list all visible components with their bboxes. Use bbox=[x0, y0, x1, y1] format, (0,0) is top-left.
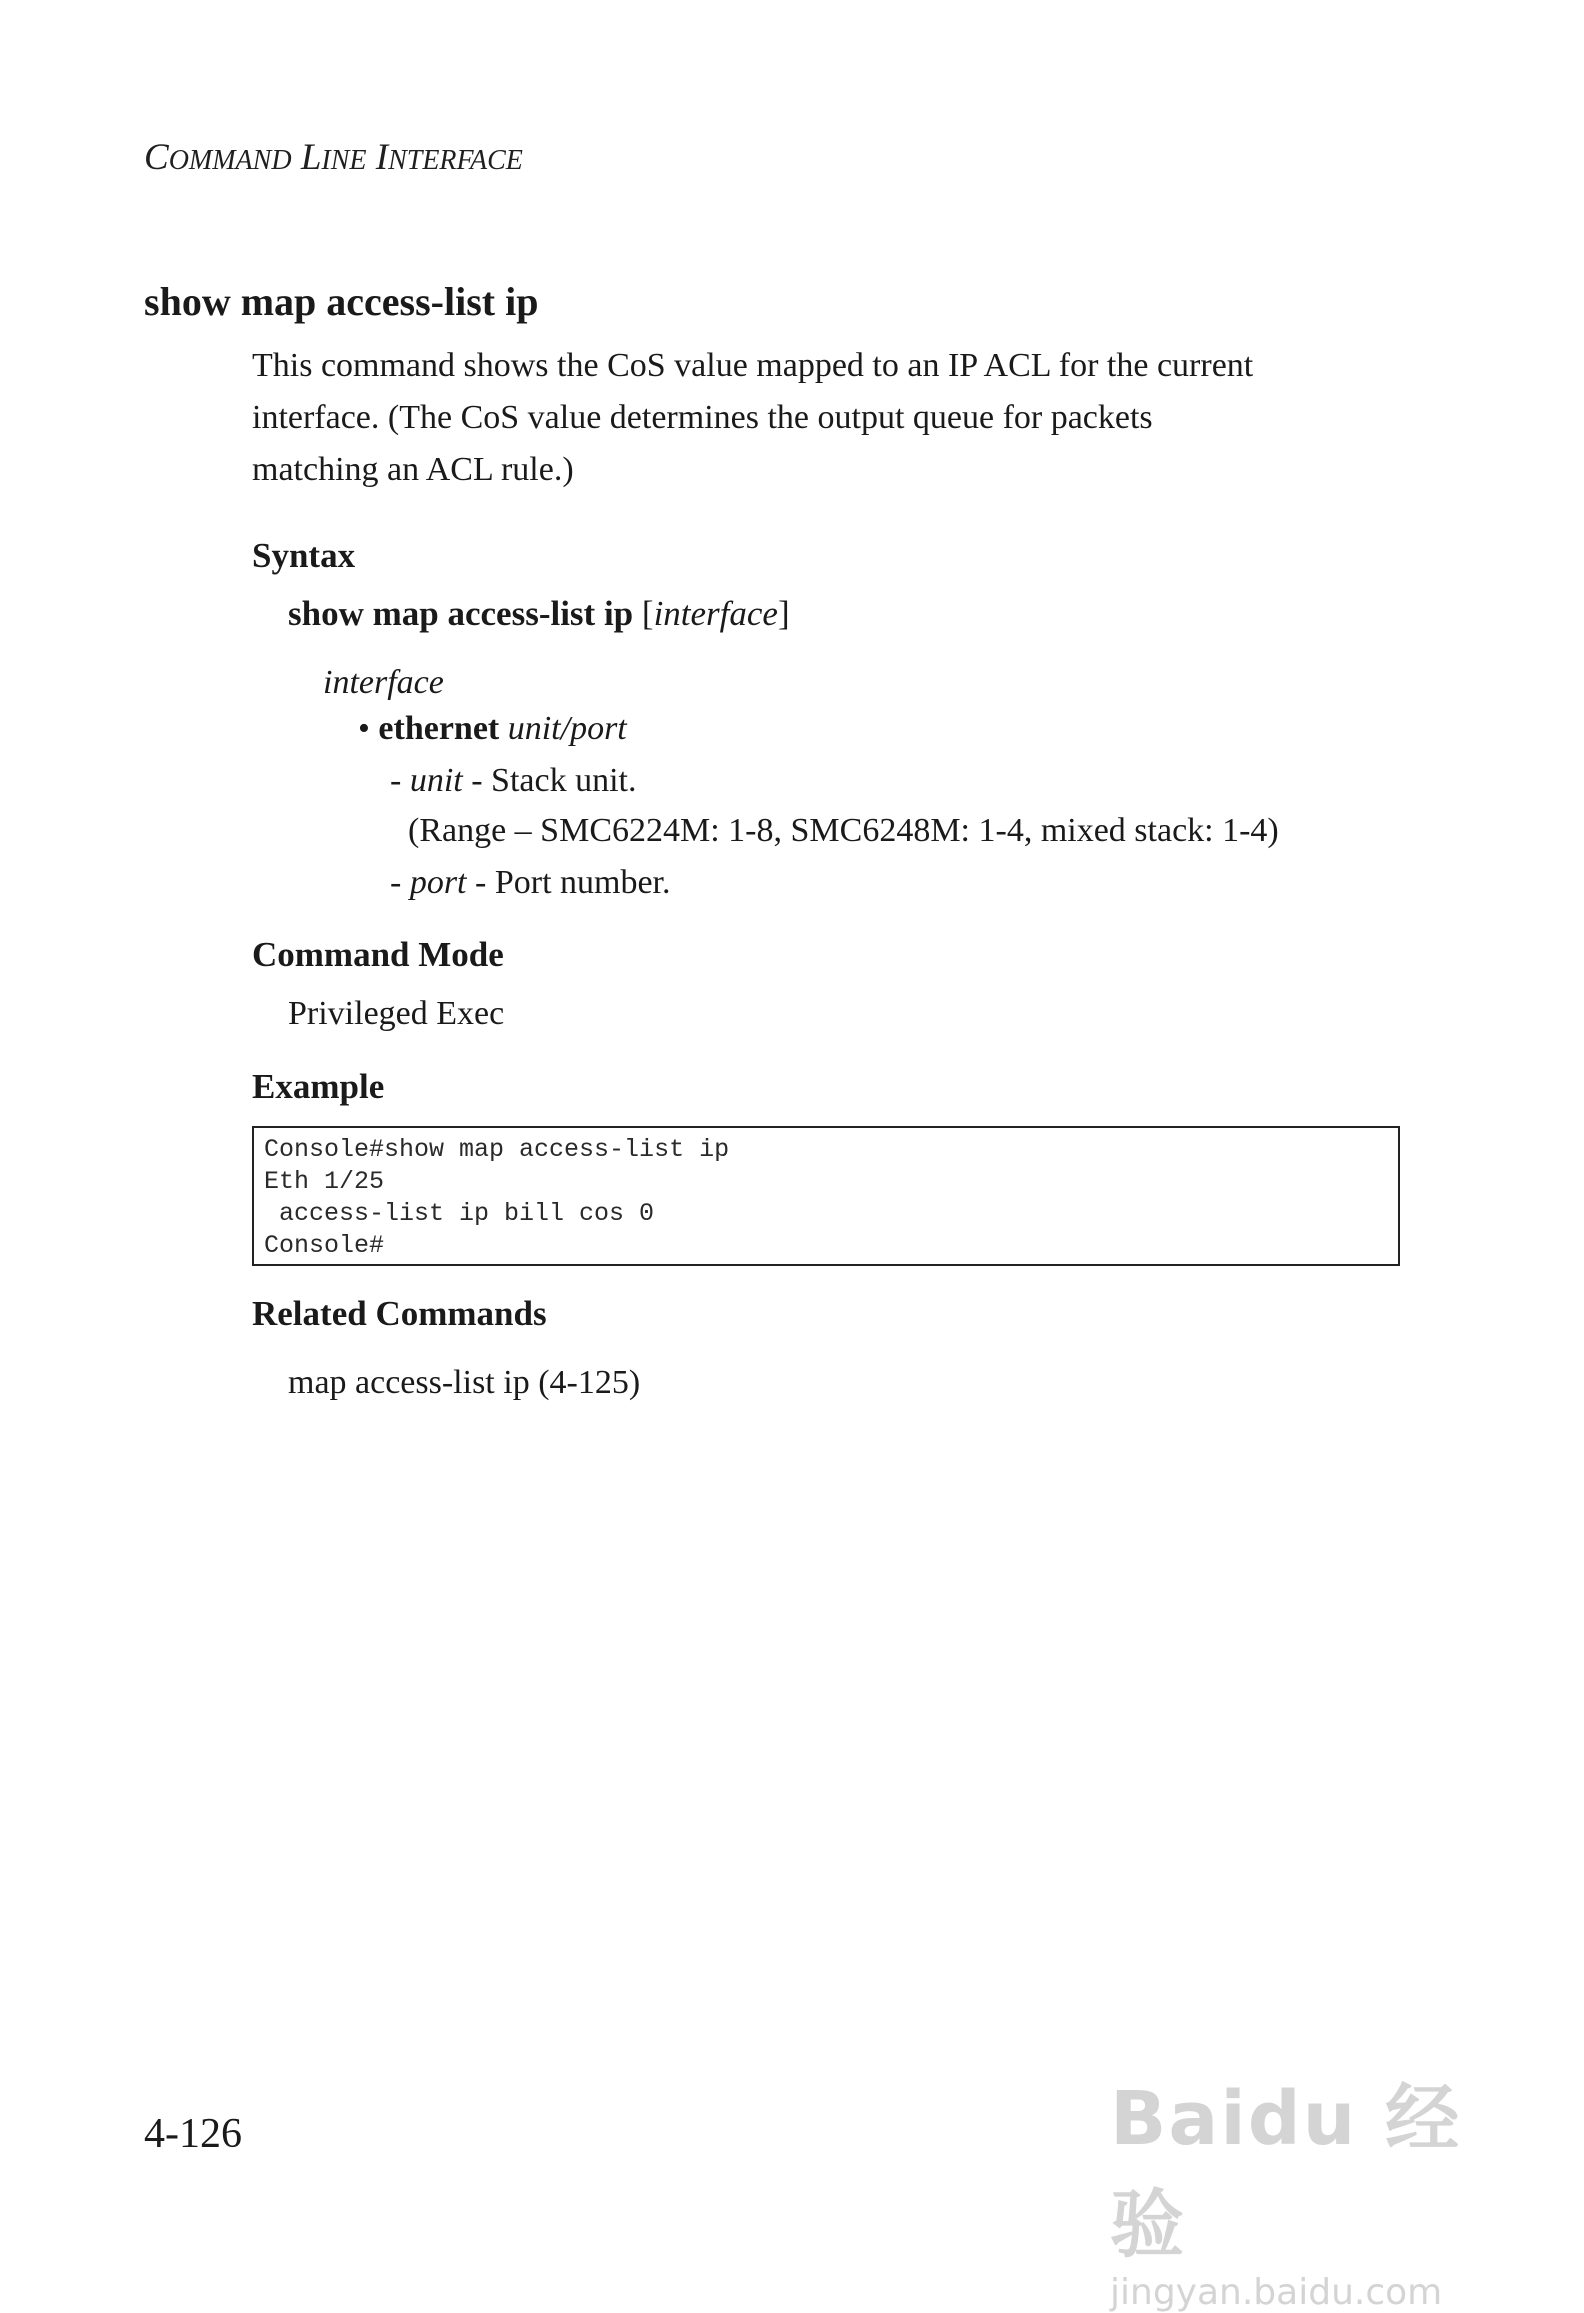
syntax-heading: Syntax bbox=[252, 536, 356, 575]
code-line: Console# bbox=[264, 1231, 385, 1260]
description-line: interface. (The CoS value determines the output queue for packets bbox=[252, 399, 1153, 436]
page-number: 4-126 bbox=[144, 2111, 242, 2157]
code-line: access-list ip bill cos 0 bbox=[264, 1199, 655, 1228]
header-rest-command: OMMAND bbox=[168, 145, 292, 176]
example-heading: Example bbox=[252, 1067, 385, 1106]
code-line: Eth 1/25 bbox=[264, 1167, 385, 1196]
bullet-mark: • bbox=[358, 710, 370, 747]
unit-range: (Range – SMC6224M: 1-8, SMC6248M: 1-4, mixed stack: 1-4) bbox=[408, 812, 1279, 849]
related-commands-heading: Related Commands bbox=[252, 1294, 547, 1333]
bullet-keyword: ethernet bbox=[378, 710, 500, 747]
header-initial-i: I bbox=[375, 137, 389, 178]
header-rest-interface: NTERFACE bbox=[388, 145, 523, 176]
watermark-url: jingyan.baidu.com bbox=[1110, 2272, 1443, 2313]
watermark-logo: Baidu 经验 bbox=[1110, 2076, 1462, 2268]
syntax-command bbox=[288, 594, 790, 634]
syntax-close-bracket: ] bbox=[777, 594, 790, 633]
command-description bbox=[252, 340, 1432, 496]
unit-desc: - Stack unit. bbox=[471, 762, 637, 799]
running-header bbox=[144, 136, 523, 179]
port-name: port bbox=[409, 864, 467, 901]
related-command-link[interactable]: map access-list ip (4-125) bbox=[288, 1364, 641, 1401]
unit-line bbox=[390, 762, 637, 800]
port-desc: - Port number. bbox=[475, 864, 671, 901]
code-line: Console#show map access-list ip bbox=[264, 1135, 730, 1164]
unit-dash: - bbox=[390, 762, 402, 799]
syntax-command-keyword: show map access-list ip bbox=[288, 594, 634, 633]
syntax-param: interface bbox=[653, 594, 778, 633]
header-initial-l: L bbox=[300, 137, 322, 178]
description-line: matching an ACL rule.) bbox=[252, 451, 574, 488]
description-line: This command shows the CoS value mapped to an IP ACL for the current bbox=[252, 347, 1254, 384]
header-initial-c: C bbox=[144, 137, 169, 178]
port-line bbox=[390, 864, 671, 902]
baidu-watermark bbox=[1110, 2060, 1500, 2313]
syntax-open-bracket: [ bbox=[641, 594, 654, 633]
param-bullet bbox=[358, 710, 627, 748]
unit-name: unit bbox=[409, 762, 463, 799]
command-mode-value: Privileged Exec bbox=[288, 995, 505, 1032]
bullet-arg: unit/port bbox=[507, 710, 627, 747]
param-label: interface bbox=[323, 664, 444, 701]
header-rest-line: INE bbox=[321, 145, 367, 176]
command-title: show map access-list ip bbox=[144, 279, 539, 324]
port-dash: - bbox=[390, 864, 402, 901]
command-mode-heading: Command Mode bbox=[252, 935, 504, 974]
example-code-box bbox=[252, 1126, 1400, 1266]
